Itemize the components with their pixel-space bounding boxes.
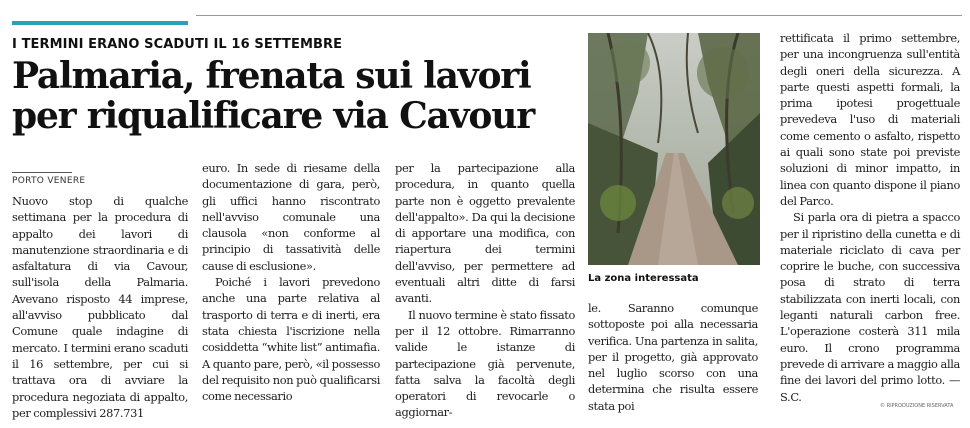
paragraph: le. Saranno comunque sottoposte poi alla necessaria verifica. Una partenza in salita, per il progetto, già approvato nel luglio scorso con una determina che risulta essere stata poi xyxy=(588,301,758,413)
column-2 xyxy=(202,160,380,404)
headline-line-1: Palmaria, frenata sui lavori xyxy=(12,55,531,97)
paragraph: rettificata il primo settembre, per una incongruenza sull'entità degli oneri della sicurezza. A parte questi aspetti formali, la prima ipotesi progettuale prevedeva l'uso di materiali come cemento o asfalto, rispetto ai quali sono state poi previste soluzioni di minor impatto, in linea con quanto dispone il piano del Parco. xyxy=(780,31,960,208)
kicker: I TERMINI ERANO SCADUTI IL 16 SETTEMBRE xyxy=(12,37,343,52)
column-3 xyxy=(395,160,575,421)
paragraph: euro. In sede di riesame della documentazione di gara, però, gli uffici hanno riscontrato nell'avviso comunale una clausola «non conforme al principio di tassatività delle cause di esclusione». xyxy=(202,161,380,273)
headline-line-2: per riqualificare via Cavour xyxy=(12,95,534,137)
copyright-credit: © RIPRODUZIONE RISERVATA xyxy=(880,403,954,409)
section-rule xyxy=(12,172,72,173)
paragraph: per la partecipazione alla procedura, in quanto quella parte non è oggetto prevalente dell'appalto». Da qui la decisione di apportare una modifica, con riapertura dei termini dell'avviso, per permettere ad eventuali altri ditte di farsi avanti. xyxy=(395,161,575,306)
photo-caption: La zona interessata xyxy=(588,273,699,284)
top-rule xyxy=(196,15,962,16)
paragraph: Poiché i lavori prevedono anche una parte relativa al trasporto di terra e di inerti, era stata chiesta l'iscrizione nella cosiddetta “white list” antimafia. A quanto pare, però, «il possesso del requisito non può qualificarsi come necessario xyxy=(202,275,380,404)
column-4 xyxy=(588,300,758,414)
accent-bar xyxy=(12,21,188,25)
paragraph-text: Si parla ora di pietra a spacco per il ripristino della cunetta e di materiale riciclato di cava per coprire le buche, con successiva posa di strato di terra stabilizzata con inerti locali, con leganti naturali carbon free. L'operazione costerà 311 mila euro. Il crono programma prevede di arrivare a maggio alla fine dei lavori del primo lotto. — xyxy=(780,210,960,388)
paragraph xyxy=(780,209,960,405)
column-1 xyxy=(12,193,188,421)
headline xyxy=(12,56,572,136)
column-5 xyxy=(780,30,960,405)
forest-path-photo xyxy=(588,33,760,265)
paragraph: Il nuovo termine è stato fissato per il 12 ottobre. Rimarranno valide le istanze di partecipazione già pervenute, fatta salva la facoltà degli operatori di revocarle o aggiornar- xyxy=(395,307,575,420)
section-label: PORTO VENERE xyxy=(12,176,86,186)
paragraph: Nuovo stop di qualche settimana per la procedura di appalto dei lavori di manutenzione straordinaria e di asfaltatura di via Cavour, sull'isola della Palmaria. Avevano risposto 44 imprese, all'avviso pubblicato dal Comune quale indagine di mercato. I termini erano scaduti il 16 settembre, per cui si trattava ora di avviare la procedura negoziata di appalto, per complessivi 287.731 xyxy=(12,194,188,420)
article-photo xyxy=(588,33,760,265)
author-signature: S.C. xyxy=(780,389,802,404)
